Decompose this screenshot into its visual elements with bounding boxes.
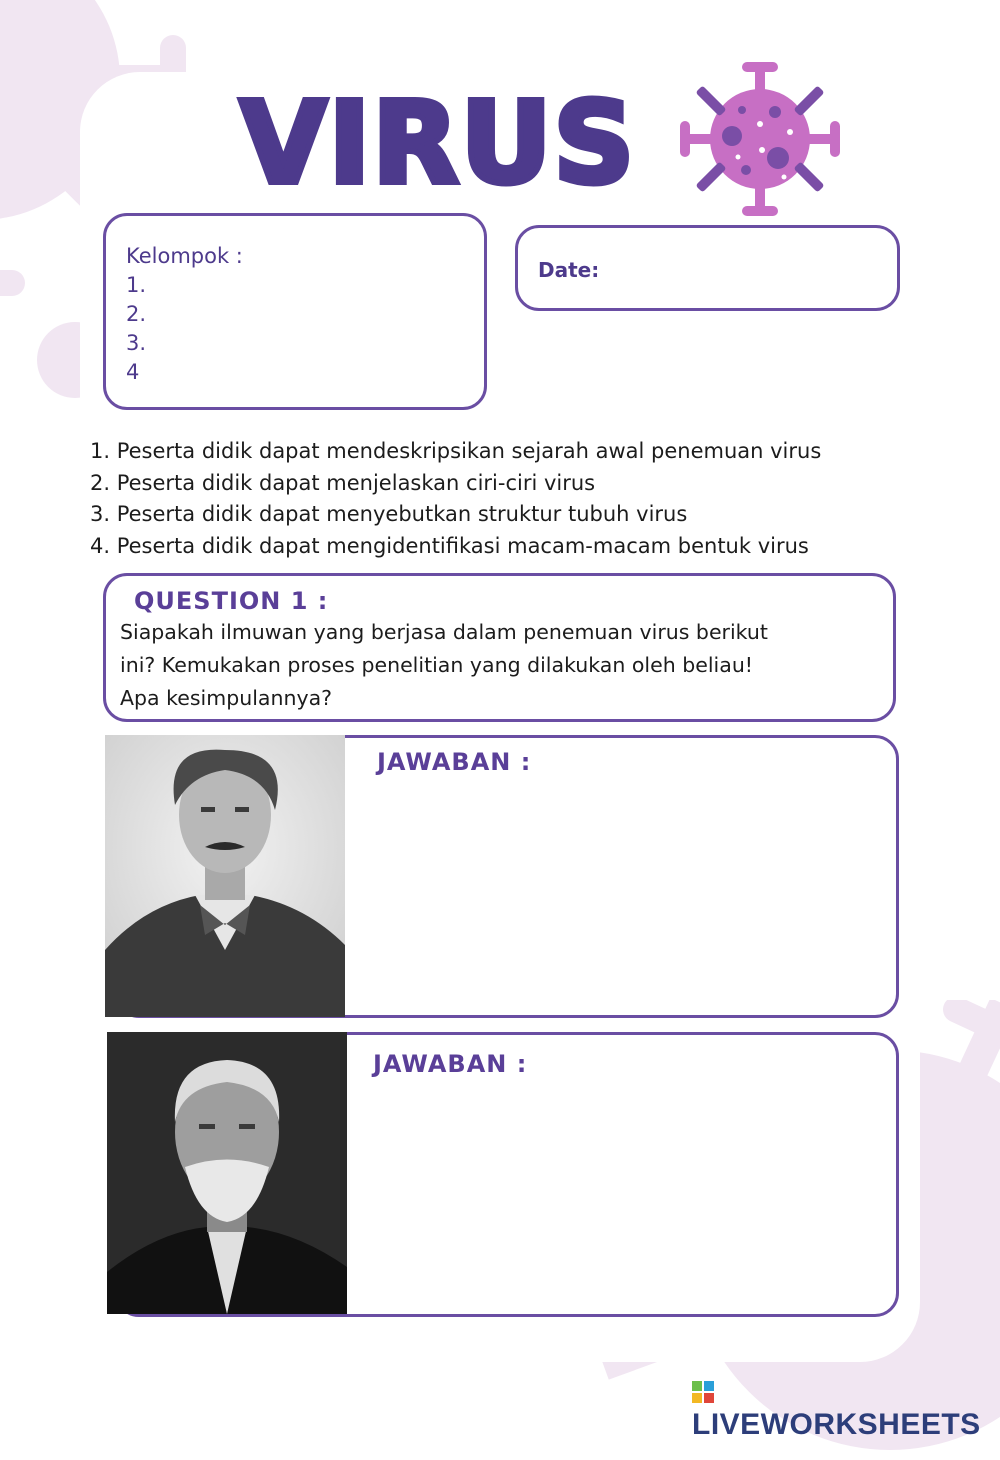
- question-title: QUESTION 1 :: [134, 587, 329, 615]
- question-box: [103, 573, 896, 722]
- page-title: VIRUS: [240, 79, 637, 209]
- question-line: ini? Kemukakan proses penelitian yang dilakukan oleh beliau!: [120, 653, 754, 677]
- objective-item: 3. Peserta didik dapat menyebutkan struktur tubuh virus: [90, 502, 688, 526]
- scientist-portrait-1: [105, 735, 345, 1017]
- question-line: Siapakah ilmuwan yang berjasa dalam penemuan virus berikut: [120, 620, 768, 644]
- group-member-4: 4: [126, 360, 140, 384]
- group-box[interactable]: [103, 213, 487, 410]
- objective-item: 4. Peserta didik dapat mengidentifikasi macam-macam bentuk virus: [90, 533, 809, 558]
- question-line: Apa kesimpulannya?: [120, 686, 333, 710]
- answer-label-1: JAWABAN :: [377, 748, 532, 776]
- group-label: Kelompok :: [126, 244, 243, 268]
- group-member-1: 1.: [126, 273, 147, 297]
- liveworksheets-logo: [692, 1374, 1000, 1442]
- date-label: Date:: [538, 258, 600, 282]
- objective-item: 2. Peserta didik dapat menjelaskan ciri-ciri virus: [90, 470, 596, 495]
- learning-objectives: [90, 436, 821, 562]
- date-box[interactable]: [515, 225, 900, 311]
- scientist-portrait-2: [107, 1032, 347, 1314]
- objective-item: 1. Peserta didik dapat mendeskripsikan sejarah awal penemuan virus: [90, 439, 822, 463]
- logo-text: LIVEWORKSHEETS: [692, 1408, 981, 1441]
- group-member-2: 2.: [126, 302, 147, 326]
- virus-icon: [680, 62, 840, 217]
- group-member-3: 3.: [126, 331, 147, 355]
- liveworksheets-logo-icon: [692, 1381, 714, 1403]
- answer-label-2: JAWABAN :: [373, 1050, 528, 1078]
